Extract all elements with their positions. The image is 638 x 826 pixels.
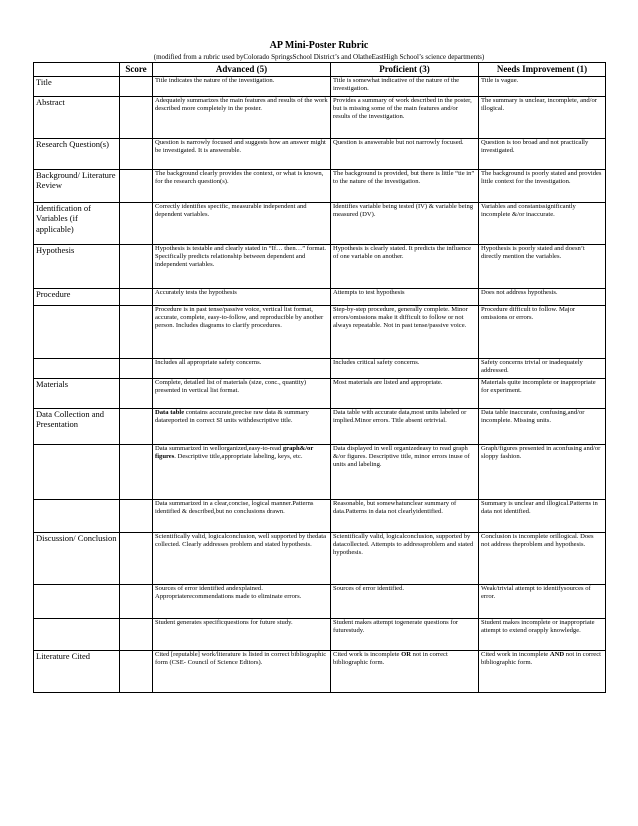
category-cell: Research Question(s) (34, 138, 120, 169)
proficient-cell: Identifies variable being tested (IV) & variable being measured (DV). (331, 202, 479, 244)
proficient-cell: The background is provided, but there is little “tie in” to the nature of the investigation. (331, 169, 479, 202)
header-score: Score (120, 63, 153, 77)
table-row (34, 444, 606, 499)
category-cell: Background/ Literature Review (34, 169, 120, 202)
needs-improvement-cell: Weak/trivial attempt to identifysources of error. (479, 584, 606, 618)
header-needs-improvement: Needs Improvement (1) (479, 63, 606, 77)
table-row (34, 650, 606, 692)
advanced-cell: Data summarized in a clear,concise, logical manner.Patterns identified & described,but no conclusions drawn. (153, 499, 331, 532)
advanced-cell: Hypothesis is testable and clearly stated in “If… then…” format. Specifically predicts relationship between dependent and independent variables. (153, 244, 331, 288)
proficient-cell: Includes critical safety concerns. (331, 358, 479, 378)
header-proficient: Proficient (3) (331, 63, 479, 77)
cell-text: contains accurate,precise raw data & summary datareported in correct SI units withdescriptive title. (155, 408, 309, 424)
score-cell[interactable] (120, 202, 153, 244)
proficient-cell: Provides a summary of work described in the poster, but is missing some of the main features and/or results of the investigation. (331, 96, 479, 138)
score-cell[interactable] (120, 96, 153, 138)
category-cell: Materials (34, 378, 120, 408)
header-row (34, 63, 606, 77)
proficient-cell (331, 650, 479, 692)
score-cell[interactable] (120, 584, 153, 618)
score-cell[interactable] (120, 169, 153, 202)
category-cell: Title (34, 76, 120, 96)
cell-text: Cited work is incomplete (333, 650, 402, 658)
header-category (34, 63, 120, 77)
proficient-cell: Step-by-step procedure, generally complete. Minor errors/omissions make it difficult to follow or not always repeatable. Not in past tense/passive voice. (331, 305, 479, 358)
bold-text: graph&/or figures (155, 444, 314, 460)
needs-improvement-cell: The background is poorly stated and provides little context for the investigation. (479, 169, 606, 202)
needs-improvement-cell: Safety concerns trivial or inadequately addressed. (479, 358, 606, 378)
advanced-cell: Includes all appropriate safety concerns. (153, 358, 331, 378)
proficient-cell: Reasonable, but somewhatunclear summary of data.Patterns in data not clearlyidentified. (331, 499, 479, 532)
needs-improvement-cell: Hypothesis is poorly stated and doesn’t directly mention the variables. (479, 244, 606, 288)
needs-improvement-cell: Conclusion is incomplete orillogical. Does not address theproblem and hypothesis. (479, 532, 606, 584)
table-row (34, 305, 606, 358)
table-row (34, 76, 606, 96)
advanced-cell (153, 408, 331, 444)
needs-improvement-cell: Variables and constantssignificantly incomplete &/or inaccurate. (479, 202, 606, 244)
proficient-cell: Most materials are listed and appropriate. (331, 378, 479, 408)
needs-improvement-cell: Title is vague. (479, 76, 606, 96)
advanced-cell: Cited [reputable] work/literature is listed in correct bibliographic form (CSE- Council of Science Editors). (153, 650, 331, 692)
score-cell[interactable] (120, 378, 153, 408)
category-cell: Procedure (34, 288, 120, 305)
cell-text: not in correct bibliographic form. (481, 650, 601, 666)
proficient-cell: Question is answerable but not narrowly focused. (331, 138, 479, 169)
proficient-cell: Scientifically valid, logicalconclusion, supported by datacollected. Attempts to addressproblem and stated hypothesis. (331, 532, 479, 584)
advanced-cell: The background clearly provides the context, or what is known, for the research question(s). (153, 169, 331, 202)
proficient-cell: Data table with accurate data,most units labeled or implied.Minor errors. Title absent ortrivial. (331, 408, 479, 444)
score-cell[interactable] (120, 138, 153, 169)
score-cell[interactable] (120, 499, 153, 532)
proficient-cell: Title is somewhat indicative of the nature of the investigation. (331, 76, 479, 96)
table-row (34, 378, 606, 408)
proficient-cell: Hypothesis is clearly stated. It predicts the influence of one variable on another. (331, 244, 479, 288)
needs-improvement-cell: Procedure difficult to follow. Major omissions or errors. (479, 305, 606, 358)
needs-improvement-cell: Materials quite incomplete or inappropriate for experiment. (479, 378, 606, 408)
advanced-cell: Title indicates the nature of the investigation. (153, 76, 331, 96)
score-cell[interactable] (120, 532, 153, 584)
needs-improvement-cell: Question is too broad and not practically investigated. (479, 138, 606, 169)
score-cell[interactable] (120, 408, 153, 444)
needs-improvement-cell: Data table inaccurate, confusing,and/or incomplete. Missing units. (479, 408, 606, 444)
table-row (34, 618, 606, 650)
score-cell[interactable] (120, 76, 153, 96)
proficient-cell: Student makes attempt togenerate questions for futurestudy. (331, 618, 479, 650)
advanced-cell (153, 444, 331, 499)
proficient-cell: Sources of error identified. (331, 584, 479, 618)
table-row (34, 138, 606, 169)
score-cell[interactable] (120, 618, 153, 650)
bold-text: Data table (155, 408, 185, 416)
table-row (34, 288, 606, 305)
advanced-cell: Procedure is in past tense/passive voice, vertical list format, accurate, complete, easy-to-follow, and reproducible by another person. Includes diagrams to clarify procedures. (153, 305, 331, 358)
table-row (34, 202, 606, 244)
category-cell (34, 305, 120, 358)
category-cell (34, 499, 120, 532)
score-cell[interactable] (120, 244, 153, 288)
needs-improvement-cell: The summary is unclear, incomplete, and/or illogical. (479, 96, 606, 138)
rubric-table (33, 62, 606, 693)
table-row (34, 584, 606, 618)
bold-text: AND (549, 650, 565, 658)
header-advanced: Advanced (5) (153, 63, 331, 77)
category-cell: Literature Cited (34, 650, 120, 692)
table-row (34, 96, 606, 138)
bold-text: OR (401, 650, 412, 658)
advanced-cell: Accurately tests the hypothesis (153, 288, 331, 305)
category-cell: Data Collection and Presentation (34, 408, 120, 444)
table-row (34, 499, 606, 532)
table-row (34, 169, 606, 202)
category-cell: Abstract (34, 96, 120, 138)
category-cell (34, 584, 120, 618)
advanced-cell: Adequately summarizes the main features and results of the work described more completely in the poster. (153, 96, 331, 138)
score-cell[interactable] (120, 358, 153, 378)
needs-improvement-cell: Graph/figures presented in aconfusing and/or sloppy fashion. (479, 444, 606, 499)
table-row (34, 532, 606, 584)
needs-improvement-cell: Student makes incomplete or inappropriate attempt to extend orapply knowledge. (479, 618, 606, 650)
category-cell: Identification of Variables (if applicable) (34, 202, 120, 244)
advanced-cell: Complete, detailed list of materials (size, conc., quantity) presented in vertical list format. (153, 378, 331, 408)
table-row (34, 244, 606, 288)
advanced-cell: Sources of error identified andexplained. Appropriaterecommendations made to eliminate errors. (153, 584, 331, 618)
category-cell: Hypothesis (34, 244, 120, 288)
category-cell (34, 444, 120, 499)
proficient-cell: Attempts to test hypothesis (331, 288, 479, 305)
advanced-cell: Scientifically valid, logicalconclusion, well supported by thedata collected. Clearly addresses problem and stated hypothesis. (153, 532, 331, 584)
needs-improvement-cell: Summary is unclear and illogical.Patterns in data not identified. (479, 499, 606, 532)
score-cell[interactable] (120, 305, 153, 358)
cell-text: . Descriptive title,appropriate labeling, keys, etc. (174, 452, 303, 460)
needs-improvement-cell (479, 650, 606, 692)
cell-text: Cited work in incomplete (481, 650, 550, 658)
advanced-cell: Correctly identifies specific, measurable independent and dependent variables. (153, 202, 331, 244)
page-subtitle: (modified from a rubric used byColorado SpringsSchool District’s and OlatheEastHigh School’s science departments) (153, 53, 485, 61)
needs-improvement-cell: Does not address hypothesis. (479, 288, 606, 305)
score-cell[interactable] (120, 650, 153, 692)
category-cell (34, 618, 120, 650)
score-cell[interactable] (120, 444, 153, 499)
advanced-cell: Student generates specificquestions for future study. (153, 618, 331, 650)
page-title: AP Mini-Poster Rubric (269, 40, 369, 51)
category-cell: Discussion/ Conclusion (34, 532, 120, 584)
cell-text: not in correct bibliographic form. (333, 650, 448, 666)
category-cell (34, 358, 120, 378)
table-row (34, 408, 606, 444)
table-row (34, 358, 606, 378)
proficient-cell: Data displayed in well organizedeasy to read graph &/or figures. Descriptive title, minor errors inuse of units and labeling. (331, 444, 479, 499)
advanced-cell: Question is narrowly focused and suggests how an answer might be investigated. It is answerable. (153, 138, 331, 169)
score-cell[interactable] (120, 288, 153, 305)
cell-text: Data summarized in wellorganized,easy-to-read (155, 444, 283, 452)
